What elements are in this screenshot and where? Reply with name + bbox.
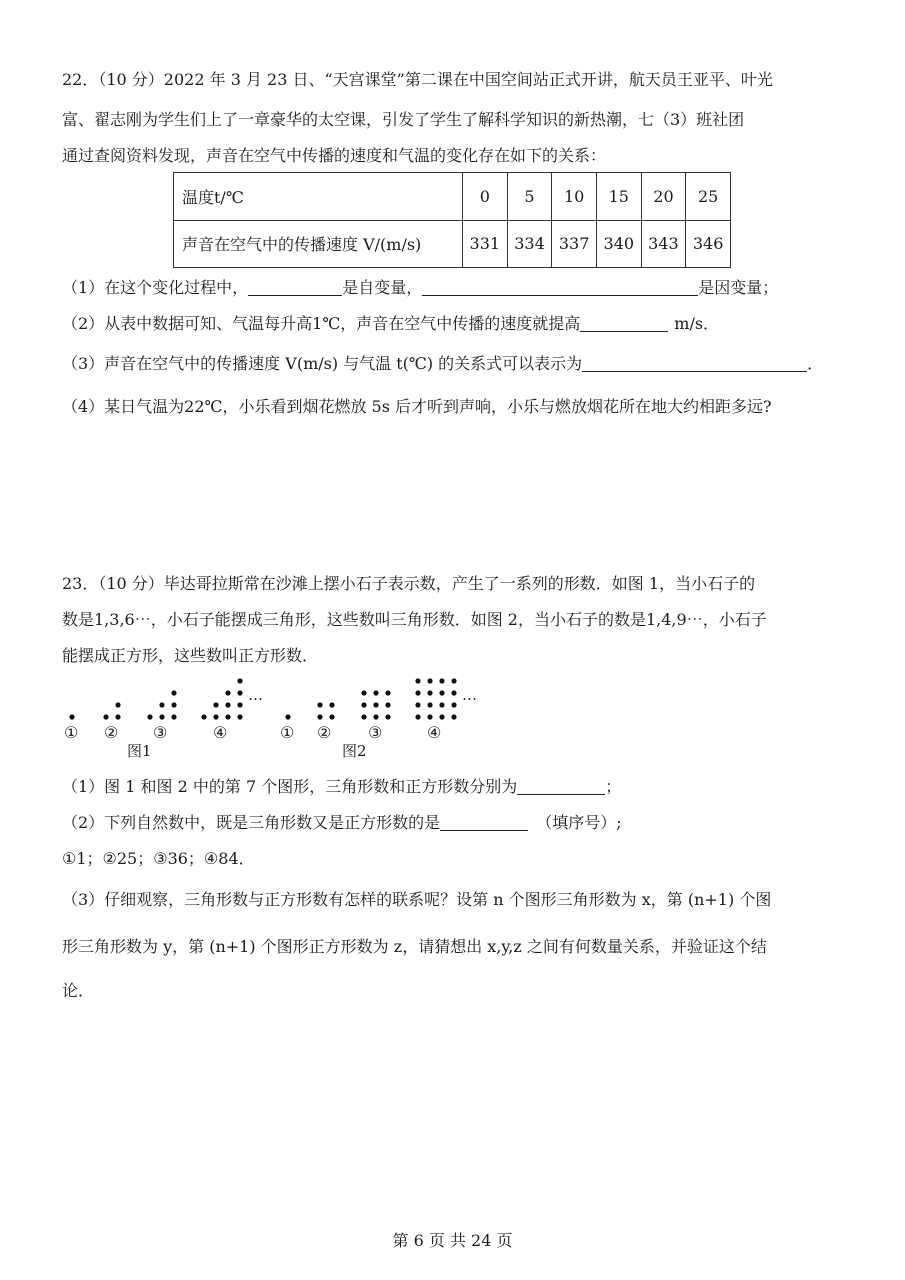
table-cell: 346	[686, 220, 731, 268]
pebble-dot	[451, 690, 456, 695]
q23-part-3-line-2: 形三角形数为 y，第 (n+1) 个图形正方形数为 z，请猜想出 x,y,z 之间有何数量关系，并验证这个结	[62, 937, 767, 956]
pebble-dot	[115, 714, 120, 719]
pebble-dot	[451, 714, 456, 719]
table-cell: 15	[596, 173, 641, 221]
pebble-dot	[285, 714, 290, 719]
pebble-dot	[439, 678, 444, 683]
pebble-dot	[385, 690, 390, 695]
pebble-dot	[427, 690, 432, 695]
answer-blank[interactable]	[440, 814, 528, 831]
pebble-dot	[427, 678, 432, 683]
page-footer: 第 6 页 共 24 页	[392, 1231, 513, 1250]
pebble-dot	[373, 690, 378, 695]
q23-part-1: （1）图 1 和图 2 中的第 7 个图形，三角形数和正方形数分别为 ；	[62, 777, 622, 796]
pebble-dot	[415, 714, 420, 719]
table-row-header: 声音在空气中的传播速度 V/(m/s)	[174, 220, 463, 268]
pebble-dot	[439, 690, 444, 695]
table-row-header: 温度t/℃	[174, 173, 463, 221]
table-cell: 337	[552, 220, 597, 268]
q23-options: ①1；②25；③36；④84．	[62, 849, 255, 868]
fig1-ellipsis: …	[248, 686, 263, 704]
pebble-dot	[415, 690, 420, 695]
q23-part-2: （2）下列自然数中，既是三角形数又是正方形数的是 （填序号）;	[62, 813, 622, 832]
q23-text-line-3: 能摆成正方形，这些数叫正方形数．	[62, 646, 319, 665]
fig2-label-2: ②	[317, 723, 332, 742]
fig2-label-1: ①	[280, 723, 295, 742]
pebble-dot	[159, 702, 164, 707]
pebble-dot	[171, 714, 176, 719]
pebble-dot	[385, 714, 390, 719]
table-cell: 5	[507, 173, 552, 221]
pebble-dot	[115, 702, 120, 707]
fig1-label-4: ④	[213, 723, 228, 742]
pebble-dot	[439, 714, 444, 719]
fig2-caption: 图2	[342, 742, 367, 760]
table-cell: 0	[463, 173, 508, 221]
pebble-dot	[329, 714, 334, 719]
pebble-dot	[201, 714, 206, 719]
pebble-dot	[427, 714, 432, 719]
table-cell: 10	[552, 173, 597, 221]
pebble-dot	[237, 678, 242, 683]
table-cell: 334	[507, 220, 552, 268]
pebble-dot	[373, 702, 378, 707]
pebble-dot	[237, 714, 242, 719]
pebble-dot	[69, 714, 74, 719]
q22-text-line-1: 22．（10 分）2022 年 3 月 23 日、“天宫课堂”第二课在中国空间站正式开讲，航天员王亚平、叶光	[62, 70, 773, 89]
pebble-dot	[147, 714, 152, 719]
q23-text-line-2: 数是1,3,6⋯，小石子能摆成三角形，这些数叫三角形数．如图 2，当小石子的数是1,4,9⋯，小石子	[62, 610, 767, 629]
pebble-dot	[415, 678, 420, 683]
q23-text-line-1: 23．（10 分）毕达哥拉斯常在沙滩上摆小石子表示数，产生了一系列的形数．如图 1，当小石子的	[62, 574, 756, 593]
q22-text-line-3: 通过查阅资料发现，声音在空气中传播的速度和气温的变化存在如下的关系：	[62, 146, 607, 165]
pebble-dot	[439, 702, 444, 707]
pebble-dot	[451, 702, 456, 707]
fig2-ellipsis: …	[462, 686, 477, 704]
q22-part-1: （1）在这个变化过程中， 是自变量， 是因变量；	[62, 278, 779, 297]
q22-part-2: （2）从表中数据可知、气温每升高1℃，声音在空气中传播的速度就提高 m/s．	[62, 314, 720, 333]
fig2-label-4: ④	[427, 723, 442, 742]
q22-text-line-2: 富、翟志刚为学生们上了一章豪华的太空课，引发了学生了解科学知识的新热潮，七（3）班社团	[62, 110, 745, 129]
pebble-dot	[451, 678, 456, 683]
pebble-dot	[225, 714, 230, 719]
table-cell: 343	[641, 220, 686, 268]
pebble-dot	[213, 714, 218, 719]
pebble-dot	[213, 702, 218, 707]
fig1-caption: 图1	[127, 742, 152, 760]
pebble-dot	[103, 714, 108, 719]
pebble-dot	[415, 702, 420, 707]
table-cell: 340	[596, 220, 641, 268]
pebble-dot	[317, 702, 322, 707]
q22-part-3: （3）声音在空气中的传播速度 V(m/s) 与气温 t(℃) 的关系式可以表示为 ．	[62, 354, 824, 373]
fig1-label-1: ①	[64, 723, 79, 742]
pebble-dot	[361, 702, 366, 707]
pebble-dot	[361, 714, 366, 719]
table-cell: 25	[686, 173, 731, 221]
pebble-dot	[237, 690, 242, 695]
pebble-dot	[317, 714, 322, 719]
fig1-label-2: ②	[104, 723, 119, 742]
pebble-dot	[329, 702, 334, 707]
pebble-dot	[361, 690, 366, 695]
pebble-dot	[385, 702, 390, 707]
pebble-dot	[237, 702, 242, 707]
pebble-dot	[225, 702, 230, 707]
fig2-label-3: ③	[368, 723, 383, 742]
q23-part-3-line-3: 论．	[62, 981, 95, 1000]
pebble-dot	[171, 702, 176, 707]
q23-part-3-line-1: （3）仔细观察，三角形数与正方形数有怎样的联系呢？设第 n 个图形三角形数为 x，第 (n+1) 个图	[62, 890, 772, 909]
q22-part-4: （4）某日气温为22℃，小乐看到烟花燃放 5s 后才听到声响，小乐与燃放烟花所在地大约相距多远?	[62, 397, 772, 416]
pebble-dot	[159, 714, 164, 719]
answer-blank[interactable]	[517, 778, 605, 795]
pebble-dot	[171, 690, 176, 695]
pebble-dot	[427, 702, 432, 707]
fig1-label-3: ③	[153, 723, 168, 742]
table-cell: 20	[641, 173, 686, 221]
pebble-dot	[373, 714, 378, 719]
pebble-dot	[225, 690, 230, 695]
table-cell: 331	[463, 220, 508, 268]
